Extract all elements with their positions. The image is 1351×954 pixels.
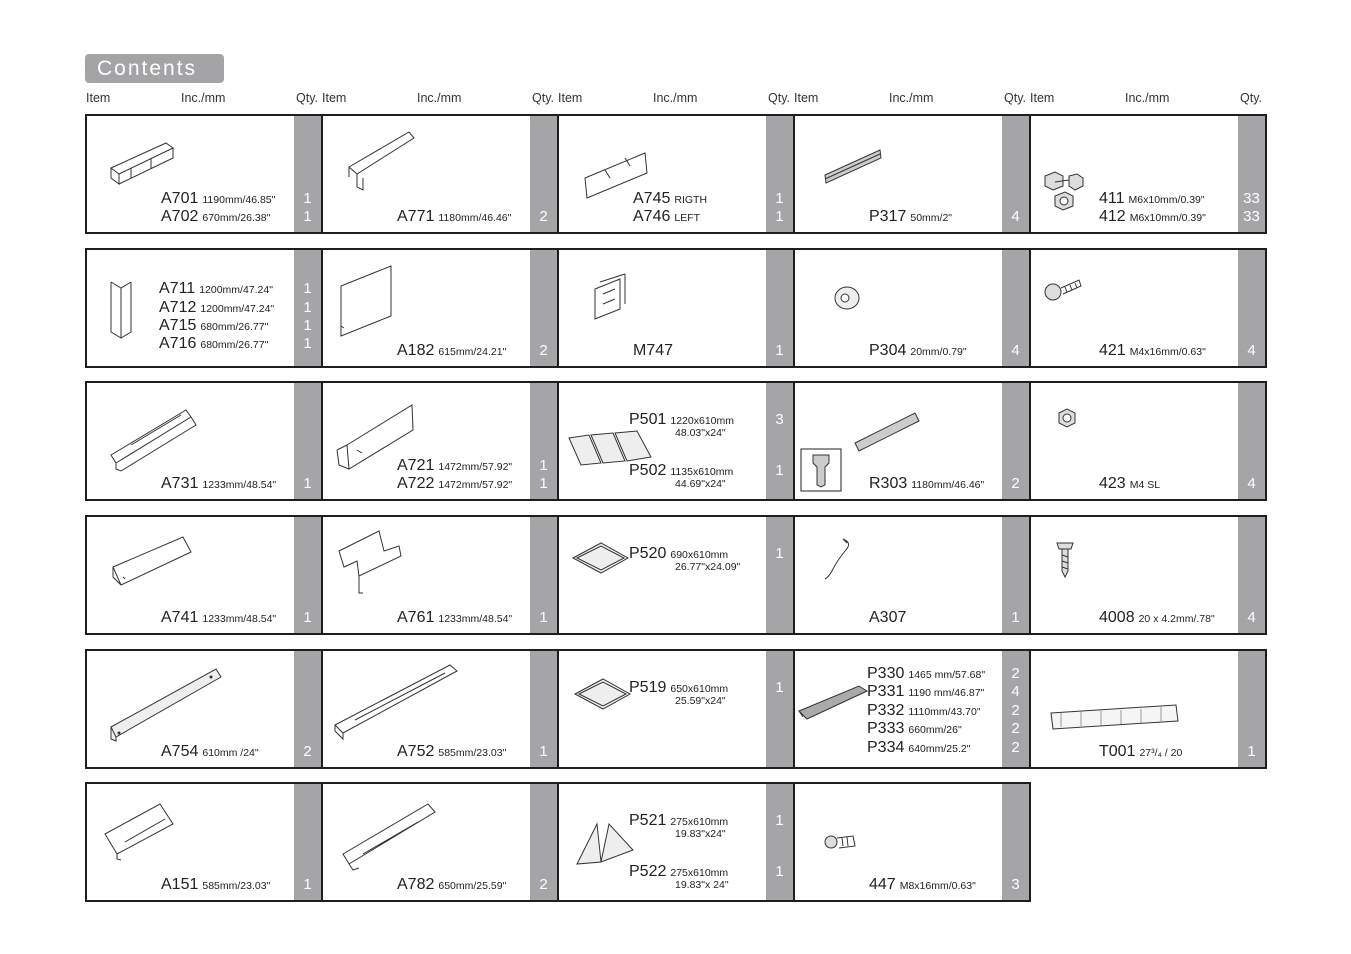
rubber-seal-icon	[855, 413, 921, 453]
column-header-item: Item	[86, 91, 111, 105]
part-quantity: 4	[1011, 342, 1020, 359]
part-label	[161, 609, 276, 628]
part-label	[867, 702, 981, 721]
part-cell	[557, 782, 795, 902]
part-code: 447	[869, 876, 896, 893]
part-dimension: 1190 mm/46.87"	[908, 687, 985, 699]
channel-profile-icon	[111, 138, 173, 184]
part-label	[1099, 609, 1215, 628]
quantity-bar	[294, 784, 321, 900]
part-cell	[793, 114, 1031, 234]
part-label	[633, 190, 707, 209]
part-label	[1099, 208, 1206, 227]
part-code: A754	[161, 743, 199, 760]
column-header-inc: Inc./mm	[653, 91, 698, 105]
quantity-bar	[766, 116, 793, 232]
part-code: A307	[869, 609, 907, 626]
part-code: P521	[629, 812, 667, 829]
part-quantity: 1	[303, 609, 312, 626]
part-label	[869, 876, 976, 895]
part-label	[161, 208, 270, 227]
part-quantity: 1	[303, 876, 312, 893]
panel-sheet-icon	[341, 266, 393, 338]
part-label	[869, 475, 984, 494]
part-code: A731	[161, 475, 199, 492]
part-dimension-imperial: 48.03"x24"	[675, 427, 726, 439]
quantity-bar	[766, 651, 793, 767]
part-dimension: 660mm/26"	[908, 724, 962, 736]
part-quantity: 2	[539, 342, 548, 359]
part-cell	[321, 248, 559, 368]
part-quantity: 33	[1243, 208, 1260, 225]
part-quantity: 1	[775, 545, 784, 562]
part-code: A715	[159, 317, 197, 334]
part-label	[869, 342, 967, 361]
part-code: A741	[161, 609, 199, 626]
part-dimension: 690x610mm	[670, 549, 729, 561]
part-quantity: 1	[303, 280, 312, 297]
part-quantity: 2	[1011, 665, 1020, 682]
part-quantity: 1	[1247, 743, 1256, 760]
seal-strip-icon	[799, 681, 869, 721]
part-quantity: 1	[775, 812, 784, 829]
part-code: 411	[1099, 190, 1125, 207]
column-header-inc: Inc./mm	[1125, 91, 1170, 105]
triangle-panels-icon	[577, 824, 635, 868]
quantity-bar	[1238, 517, 1265, 633]
part-dimension: 1180mm/46.46"	[911, 479, 985, 491]
quantity-bar	[294, 250, 321, 366]
wire-hook-icon	[825, 539, 855, 581]
part-code: A711	[159, 280, 196, 297]
part-quantity: 1	[303, 335, 312, 352]
part-dimension: 1465 mm/57.68"	[908, 669, 986, 681]
part-cell	[793, 649, 1031, 769]
part-cell	[85, 381, 323, 501]
part-code: A722	[397, 475, 435, 492]
quantity-bar	[766, 250, 793, 366]
part-quantity: 1	[775, 342, 784, 359]
part-code: P520	[629, 545, 667, 562]
part-cell	[793, 248, 1031, 368]
quantity-bar	[1002, 116, 1029, 232]
part-cell	[321, 515, 559, 635]
part-dimension: 275x610mm	[670, 816, 729, 828]
part-cell	[321, 381, 559, 501]
quantity-bar	[294, 517, 321, 633]
quantity-bar	[766, 517, 793, 633]
part-label	[397, 457, 512, 476]
washer-icon	[835, 286, 861, 312]
quantity-bar	[530, 651, 557, 767]
part-cell	[793, 515, 1031, 635]
perforated-bar-icon	[111, 669, 223, 743]
quantity-bar	[766, 383, 793, 499]
part-code: A746	[633, 208, 671, 225]
part-cell	[321, 114, 559, 234]
quantity-bar	[1002, 651, 1029, 767]
part-label	[397, 342, 506, 361]
part-code: 421	[1099, 342, 1126, 359]
part-dimension: 275x610mm	[670, 867, 729, 879]
seal-profile-detail-icon	[801, 449, 841, 491]
part-label	[633, 208, 700, 227]
part-code: P332	[867, 702, 905, 719]
part-quantity: 1	[303, 475, 312, 492]
part-cell	[1029, 515, 1267, 635]
part-code: A782	[397, 876, 435, 893]
part-quantity: 4	[1011, 208, 1020, 225]
part-cell	[1029, 381, 1267, 501]
part-quantity: 2	[303, 743, 312, 760]
part-cell	[1029, 649, 1267, 769]
part-code: 4008	[1099, 609, 1135, 626]
j-channel-profile-icon	[349, 132, 419, 194]
part-code: A771	[397, 208, 435, 225]
part-label	[1099, 475, 1160, 494]
part-dimension: RIGTH	[674, 194, 708, 206]
part-label	[161, 475, 276, 494]
quantity-bar	[530, 383, 557, 499]
part-dimension: 1220x610mm	[670, 415, 734, 427]
part-dimension: LEFT	[674, 212, 701, 224]
part-dimension: 650x610mm	[670, 683, 729, 695]
column-header-item: Item	[322, 91, 347, 105]
part-dimension-imperial: 19.83"x 24"	[675, 879, 729, 891]
column-header-item: Item	[558, 91, 583, 105]
part-dimension: M6x10mm/0.39"	[1128, 194, 1205, 206]
part-code: P331	[867, 683, 905, 700]
column-header-qty: Qty.	[1240, 91, 1262, 105]
column-header-qty: Qty.	[532, 91, 554, 105]
part-cell	[321, 782, 559, 902]
part-quantity: 1	[539, 475, 548, 492]
part-code: 423	[1099, 475, 1126, 492]
part-dimension: 680mm/26.77"	[200, 321, 269, 333]
part-code: A151	[161, 876, 199, 893]
part-code: P304	[869, 342, 907, 359]
clip-bracket-icon	[595, 274, 627, 320]
part-quantity: 4	[1247, 475, 1256, 492]
strip-icon	[825, 150, 883, 185]
part-quantity: 2	[539, 876, 548, 893]
part-quantity: 1	[303, 299, 312, 316]
quantity-bar	[1238, 250, 1265, 366]
part-quantity: 4	[1247, 342, 1256, 359]
quantity-bar	[1238, 651, 1265, 767]
part-quantity: 1	[539, 609, 548, 626]
part-quantity: 1	[775, 190, 784, 207]
part-label	[1099, 190, 1205, 209]
corner-post-icon	[109, 282, 135, 340]
part-cell	[557, 515, 795, 635]
part-quantity: 3	[1011, 876, 1020, 893]
part-quantity: 4	[1011, 683, 1020, 700]
part-label	[869, 609, 906, 627]
part-cell	[557, 114, 795, 234]
part-quantity: 4	[1247, 609, 1256, 626]
part-dimension-imperial: 44.69"x24"	[675, 478, 726, 490]
part-label	[159, 335, 268, 354]
part-label	[867, 739, 970, 758]
part-label	[397, 208, 511, 227]
part-cell	[793, 782, 1031, 902]
ridge-profile-icon	[105, 804, 175, 862]
part-code: P501	[629, 411, 667, 428]
part-label	[159, 280, 273, 299]
quantity-bar	[530, 517, 557, 633]
part-label	[161, 743, 259, 762]
part-quantity: 2	[1011, 720, 1020, 737]
part-quantity: 3	[775, 411, 784, 428]
long-rail-icon	[335, 665, 459, 741]
quantity-bar	[1002, 784, 1029, 900]
part-code: A702	[161, 208, 199, 225]
part-dimension: 27³/₄ / 20	[1139, 747, 1183, 759]
rail-profile-icon	[111, 405, 197, 473]
part-quantity: 1	[303, 208, 312, 225]
part-dimension: 20 x 4.2mm/.78"	[1138, 613, 1215, 625]
quantity-bar	[530, 116, 557, 232]
part-code: A721	[397, 457, 435, 474]
column-header-item: Item	[794, 91, 819, 105]
part-cell	[85, 649, 323, 769]
part-label	[397, 743, 506, 762]
square-panel-icon	[575, 679, 631, 711]
quantity-bar	[1002, 517, 1029, 633]
part-label	[867, 720, 962, 739]
part-quantity: 2	[539, 208, 548, 225]
part-quantity: 33	[1243, 190, 1260, 207]
part-dimension: 585mm/23.03"	[202, 880, 271, 892]
part-dimension: 1233mm/48.54"	[438, 613, 513, 625]
part-code: A701	[161, 190, 199, 207]
bolt-nut-icon	[1041, 172, 1085, 212]
part-quantity: 1	[539, 743, 548, 760]
part-dimension: 1472mm/57.92"	[438, 461, 513, 473]
quantity-bar	[1002, 383, 1029, 499]
part-label	[633, 342, 673, 360]
part-dimension: 1472mm/57.92"	[438, 479, 513, 491]
part-quantity: 1	[775, 208, 784, 225]
part-dimension: 610mm /24"	[202, 747, 259, 759]
part-code: A745	[633, 190, 671, 207]
step-profile-icon	[339, 531, 403, 595]
part-code: P334	[867, 739, 905, 756]
part-label	[397, 609, 512, 628]
quantity-bar	[294, 116, 321, 232]
part-cell	[85, 114, 323, 234]
part-dimension: 1200mm/47.24"	[200, 303, 275, 315]
part-dimension: M4x16mm/0.63"	[1129, 346, 1206, 358]
part-code: A712	[159, 299, 197, 316]
tube-icon	[1051, 701, 1179, 731]
part-dimension: 1233mm/48.54"	[202, 479, 277, 491]
column-header-qty: Qty.	[1004, 91, 1026, 105]
quantity-bar	[294, 651, 321, 767]
part-code: A761	[397, 609, 435, 626]
part-dimension: 50mm/2"	[910, 212, 953, 224]
part-dimension: 1180mm/46.46"	[438, 212, 512, 224]
part-code: M747	[633, 342, 674, 359]
part-label	[869, 208, 952, 227]
part-label	[159, 317, 268, 336]
part-dimension: 650mm/25.59"	[438, 880, 507, 892]
bolt-icon	[825, 832, 857, 854]
part-dimension: M8x16mm/0.63"	[899, 880, 976, 892]
part-dimension: 615mm/24.21"	[438, 346, 507, 358]
part-cell	[85, 782, 323, 902]
part-dimension: 1190mm/46.85"	[202, 194, 276, 206]
quantity-bar	[530, 784, 557, 900]
quantity-bar	[1238, 116, 1265, 232]
part-quantity: 2	[1011, 475, 1020, 492]
part-dimension: M4 SL	[1129, 479, 1161, 491]
part-dimension: 670mm/26.38"	[202, 212, 271, 224]
part-cell	[557, 649, 795, 769]
quantity-bar	[1238, 383, 1265, 499]
gable-profile-icon	[343, 804, 437, 872]
part-code: P333	[867, 720, 905, 737]
part-code: P317	[869, 208, 907, 225]
part-cell	[85, 515, 323, 635]
part-code: P522	[629, 863, 667, 880]
part-code: T001	[1099, 743, 1136, 760]
part-quantity: 1	[1011, 609, 1020, 626]
quantity-bar	[766, 784, 793, 900]
part-label	[867, 665, 985, 684]
part-label	[161, 876, 270, 895]
part-code: P519	[629, 679, 667, 696]
part-dimension: 1110mm/43.70"	[908, 706, 981, 718]
part-label	[1099, 342, 1206, 361]
part-cell	[557, 248, 795, 368]
part-label	[1099, 743, 1182, 762]
part-dimension-imperial: 26.77"x24.09"	[675, 561, 741, 573]
part-cell	[1029, 114, 1267, 234]
part-dimension: 1233mm/48.54"	[202, 613, 277, 625]
part-label	[867, 683, 984, 702]
part-quantity: 1	[775, 863, 784, 880]
part-quantity: 2	[1011, 702, 1020, 719]
column-header-item: Item	[1030, 91, 1055, 105]
column-header-qty: Qty.	[768, 91, 790, 105]
part-cell	[793, 381, 1031, 501]
part-cell	[557, 381, 795, 501]
part-dimension: 1135x610mm	[670, 466, 734, 478]
part-dimension: M6x10mm/0.39"	[1129, 212, 1206, 224]
part-cell	[1029, 248, 1267, 368]
quantity-bar	[530, 250, 557, 366]
square-panel-icon	[573, 543, 629, 575]
part-code: P330	[867, 665, 905, 682]
part-dimension: 680mm/26.77"	[200, 339, 269, 351]
part-code: A716	[159, 335, 197, 352]
page-title: Contents	[85, 54, 224, 83]
part-label	[161, 190, 275, 209]
quantity-bar	[294, 383, 321, 499]
column-header-inc: Inc./mm	[889, 91, 934, 105]
part-quantity: 1	[539, 457, 548, 474]
quantity-bar	[1002, 250, 1029, 366]
part-quantity: 1	[303, 190, 312, 207]
part-dimension: 1200mm/47.24"	[199, 284, 273, 296]
part-code: 412	[1099, 208, 1126, 225]
self-tapping-screw-icon	[1057, 541, 1075, 579]
part-quantity: 1	[775, 462, 784, 479]
part-quantity: 1	[775, 679, 784, 696]
nut-icon	[1057, 409, 1077, 429]
angle-profile-icon	[113, 537, 193, 587]
part-code: A182	[397, 342, 435, 359]
screw-icon	[1045, 278, 1083, 302]
column-header-qty: Qty.	[296, 91, 318, 105]
part-code: A752	[397, 743, 435, 760]
part-quantity: 1	[303, 317, 312, 334]
part-dimension: 640mm/25.2"	[908, 743, 971, 755]
part-label	[159, 299, 274, 318]
part-dimension: 585mm/23.03"	[438, 747, 507, 759]
column-header-inc: Inc./mm	[181, 91, 226, 105]
part-label	[397, 475, 512, 494]
part-code: P502	[629, 462, 667, 479]
part-dimension: 20mm/0.79"	[910, 346, 967, 358]
part-dimension-imperial: 19.83"x24"	[675, 828, 726, 840]
part-cell	[321, 649, 559, 769]
part-label	[397, 876, 506, 895]
part-code: R303	[869, 475, 908, 492]
part-quantity: 2	[1011, 739, 1020, 756]
column-header-inc: Inc./mm	[417, 91, 462, 105]
part-dimension-imperial: 25.59"x24"	[675, 695, 726, 707]
part-cell	[85, 248, 323, 368]
